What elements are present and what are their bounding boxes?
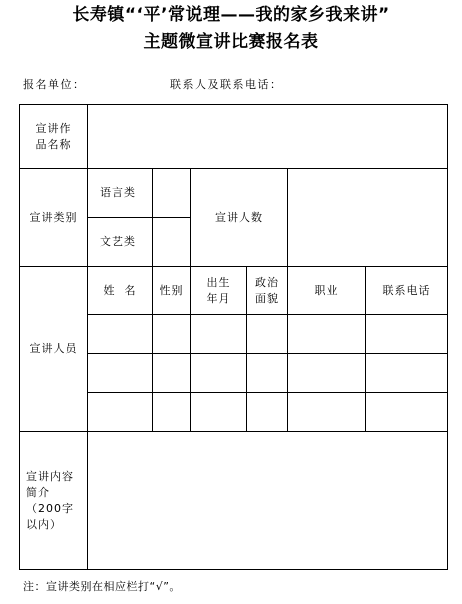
category-label: 宣讲类别 (29, 210, 78, 224)
speaker-phone-cell[interactable] (366, 315, 448, 354)
speaker-political-cell[interactable] (247, 315, 288, 354)
footnote: 注：宣讲类别在相应栏打“√”。 (23, 580, 181, 593)
speaker-count-input-cell[interactable] (288, 169, 448, 267)
column-header-political-text: 政治面貌 (255, 275, 279, 305)
category-arts-cell (88, 218, 153, 267)
registration-table (19, 104, 448, 570)
column-header-gender-text: 性别 (159, 283, 184, 297)
column-header-occupation-text: 职业 (314, 283, 339, 297)
work-name-label: 宣讲作品名称 (35, 121, 72, 151)
speaker-birth-cell[interactable] (191, 393, 247, 432)
speaker-count-label: 宣讲人数 (215, 210, 263, 224)
category-language-cell (88, 169, 153, 218)
contact-person-label: 联系人及联系电话： (170, 78, 283, 91)
speaker-birth-cell[interactable] (191, 354, 247, 393)
speaker-name-cell[interactable] (88, 315, 153, 354)
category-arts-label: 文艺类 (100, 235, 136, 248)
speaker-name-cell[interactable] (88, 393, 153, 432)
work-name-label-cell (20, 105, 88, 169)
summary-input-cell[interactable] (88, 432, 448, 570)
speaker-phone-cell[interactable] (366, 354, 448, 393)
speaker-political-cell[interactable] (247, 354, 288, 393)
summary-label: 宣讲内容简介（200字以内） (26, 469, 74, 531)
column-header-name-text: 姓 名 (103, 283, 137, 297)
column-header-birth (191, 267, 247, 315)
speaker-birth-cell[interactable] (191, 315, 247, 354)
column-header-political (247, 267, 288, 315)
speaker-occupation-cell[interactable] (288, 315, 366, 354)
form-title-line-1: 长寿镇“‘平’常说理——我的家乡我来讲” (72, 5, 390, 25)
column-header-gender (153, 267, 191, 315)
category-language-checkbox-cell[interactable] (153, 169, 191, 218)
category-arts-checkbox-cell[interactable] (153, 218, 191, 267)
speaker-occupation-cell[interactable] (288, 393, 366, 432)
column-header-occupation (288, 267, 366, 315)
speaker-count-label-cell (191, 169, 288, 267)
speaker-occupation-cell[interactable] (288, 354, 366, 393)
form-title-line-2: 主题微宣讲比赛报名表 (143, 32, 319, 52)
speaker-name-cell[interactable] (88, 354, 153, 393)
column-header-birth-text: 出生年月 (206, 275, 231, 305)
speaker-political-cell[interactable] (247, 393, 288, 432)
column-header-phone (366, 267, 448, 315)
category-language-label: 语言类 (100, 186, 136, 199)
column-header-phone-text: 联系电话 (382, 283, 431, 297)
work-name-input-cell[interactable] (88, 105, 448, 169)
applicant-unit-label: 报名单位： (23, 78, 86, 91)
speaker-gender-cell[interactable] (153, 315, 191, 354)
speaker-gender-cell[interactable] (153, 354, 191, 393)
speakers-label-cell (20, 267, 88, 432)
speaker-phone-cell[interactable] (366, 393, 448, 432)
speakers-label: 宣讲人员 (29, 342, 78, 355)
speaker-gender-cell[interactable] (153, 393, 191, 432)
summary-label-cell (20, 432, 88, 570)
category-label-cell (20, 169, 88, 267)
column-header-name (88, 267, 153, 315)
